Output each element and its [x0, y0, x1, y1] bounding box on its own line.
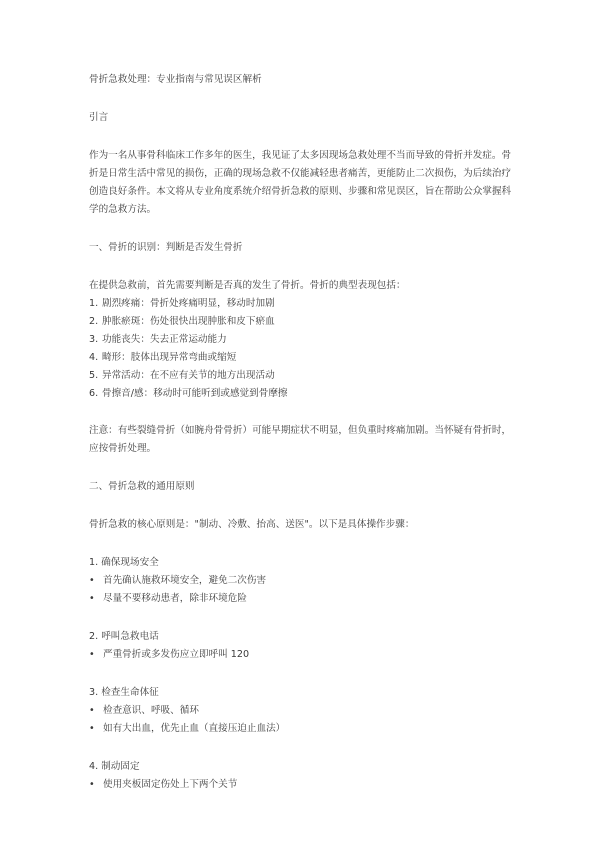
bullet-item — [89, 702, 517, 720]
list-item — [89, 313, 517, 331]
step-title: 1. 确保现场安全 — [89, 557, 159, 568]
item-number: 3. — [89, 334, 99, 345]
bullet-glyph: • — [89, 779, 95, 790]
section1-note: 注意：有些裂缝骨折（如腕舟骨骨折）可能早期症状不明显，但负重时疼痛加剧。当怀疑有骨折时，应按骨折处理。 — [89, 425, 512, 454]
bullet-list — [89, 702, 517, 738]
fracture-signs-list — [89, 295, 517, 403]
item-text: 异常活动：在不应有关节的地方出现活动 — [102, 370, 275, 381]
step-call — [89, 628, 517, 664]
step-title: 2. 呼叫急救电话 — [89, 631, 159, 642]
bullet-list — [89, 572, 517, 608]
bullet-item — [89, 590, 517, 608]
step-safety — [89, 554, 517, 608]
bullet-glyph: • — [89, 593, 95, 604]
step-immobilize — [89, 758, 517, 794]
bullet-glyph: • — [89, 723, 95, 734]
item-text: 骨擦音/感：移动时可能听到或感觉到骨摩擦 — [102, 388, 288, 399]
list-item — [89, 385, 517, 403]
item-number: 5. — [89, 370, 99, 381]
item-text: 肿胀瘀斑：伤处很快出现肿胀和皮下瘀血 — [102, 316, 275, 327]
bullet-list — [89, 646, 517, 664]
step-title: 4. 制动固定 — [89, 761, 140, 772]
item-number: 6. — [89, 388, 99, 399]
item-text: 剧烈疼痛：骨折处疼痛明显，移动时加剧 — [102, 298, 275, 309]
step-vitals — [89, 684, 517, 738]
item-text: 功能丧失：失去正常运动能力 — [102, 334, 227, 345]
bullet-text: 首先确认施救环境安全，避免二次伤害 — [103, 575, 267, 586]
bullet-text: 如有大出血，优先止血（直接压迫止血法） — [103, 723, 286, 734]
bullet-item — [89, 776, 517, 794]
section2-heading: 二、骨折急救的通用原则 — [89, 481, 195, 492]
bullet-text: 使用夹板固定伤处上下两个关节 — [103, 779, 238, 790]
item-text: 畸形：肢体出现异常弯曲或缩短 — [102, 352, 237, 363]
list-item — [89, 349, 517, 367]
item-number: 1. — [89, 298, 99, 309]
list-item — [89, 295, 517, 313]
item-number: 4. — [89, 352, 99, 363]
step-title: 3. 检查生命体征 — [89, 687, 159, 698]
section1-lead: 在提供急救前，首先需要判断是否真的发生了骨折。骨折的典型表现包括： — [89, 280, 406, 291]
bullet-list — [89, 776, 517, 794]
bullet-item — [89, 646, 517, 664]
section2-lead: 骨折急救的核心原则是："制动、冷敷、抬高、送医"。以下是具体操作步骤： — [89, 519, 415, 530]
bullet-glyph: • — [89, 575, 95, 586]
section1-heading: 一、骨折的识别：判断是否发生骨折 — [89, 242, 243, 253]
item-number: 2. — [89, 316, 99, 327]
intro-heading: 引言 — [89, 112, 109, 123]
document-title: 骨折急救处理：专业指南与常见误区解析 — [89, 74, 262, 85]
bullet-glyph: • — [89, 649, 95, 660]
bullet-text: 尽量不要移动患者，除非环境危险 — [103, 593, 247, 604]
bullet-text: 检查意识、呼吸、循环 — [103, 705, 199, 716]
bullet-text: 严重骨折或多发伤应立即呼叫 120 — [103, 649, 250, 660]
bullet-glyph: • — [89, 705, 95, 716]
bullet-item — [89, 720, 517, 738]
list-item — [89, 367, 517, 385]
bullet-item — [89, 572, 517, 590]
list-item — [89, 331, 517, 349]
intro-paragraph: 作为一名从事骨科临床工作多年的医生，我见证了太多因现场急救处理不当而导致的骨折并发症。骨折是日常生活中常见的损伤，正确的现场急救不仅能减轻患者痛苦，更能防止二次损伤，为后续治疗创造良好条件。本文将从专业角度系统介绍骨折急救的原则、步骤和常见误区，旨在帮助公众掌握科学的急救方法。 — [89, 150, 512, 215]
